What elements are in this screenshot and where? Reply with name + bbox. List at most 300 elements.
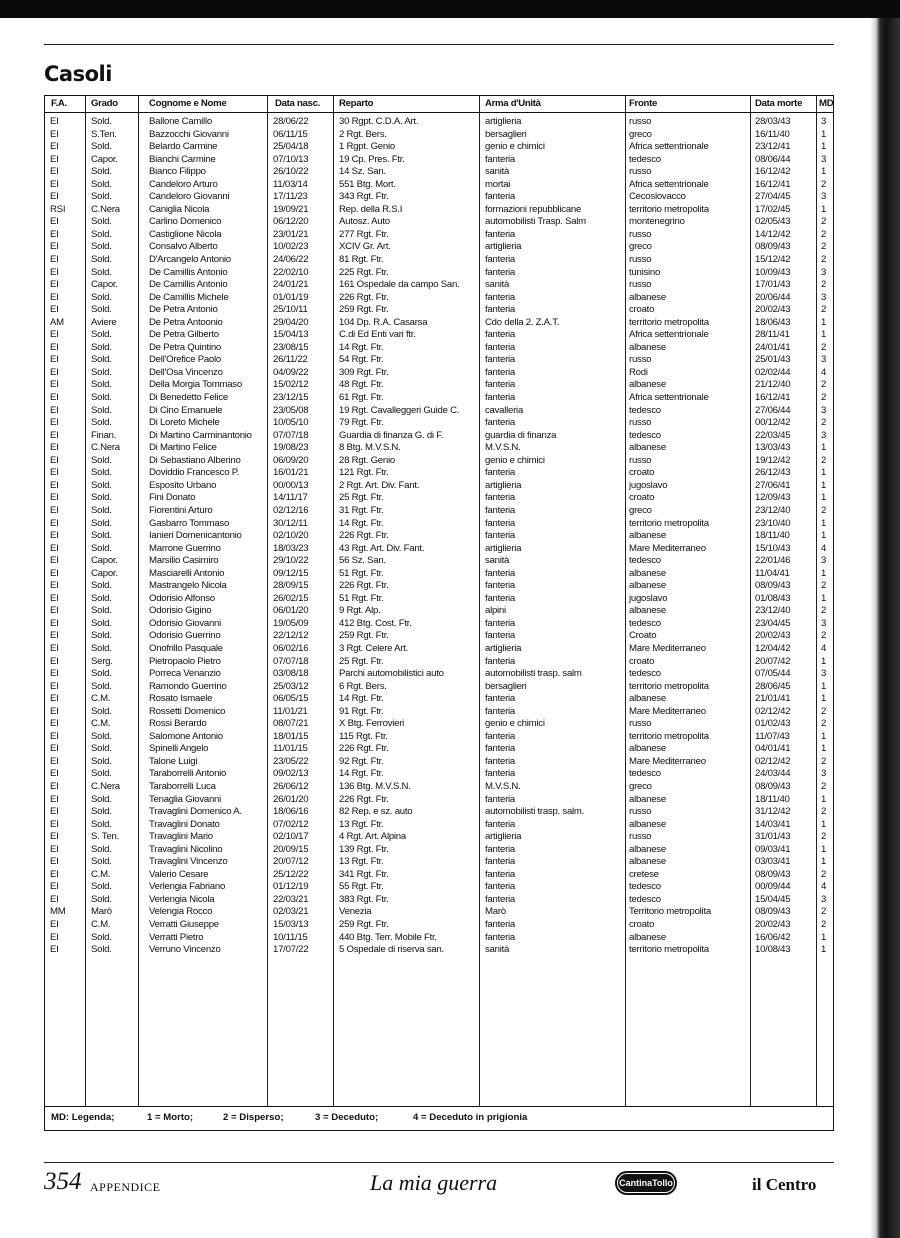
cell-grado: Sold. [91, 793, 112, 805]
cell-reparto: 226 Rgt. Ftr. [339, 291, 389, 303]
cell-arma: fanteria [485, 228, 515, 240]
cell-fa: EI [50, 442, 59, 454]
cell-nome: Caniglia Nicola [149, 203, 210, 215]
cell-grado: C.M. [91, 868, 111, 880]
cell-md: 2 [821, 454, 827, 466]
cell-fronte: greco [629, 128, 652, 140]
cell-data-nascita: 07/07/18 [273, 655, 309, 667]
cell-nome: Consalvo Alberto [149, 241, 218, 253]
cell-fa: EI [50, 793, 59, 805]
header-reparto: Reparto [339, 98, 374, 109]
table-row [45, 881, 833, 894]
table-row [45, 518, 833, 531]
cell-fronte: jugoslavo [629, 479, 668, 491]
cell-data-nascita: 00/00/13 [273, 479, 309, 491]
table-row [45, 656, 833, 669]
cell-data-morte: 28/06/45 [755, 680, 791, 692]
cell-grado: Sold. [91, 467, 112, 479]
cell-nome: Rossetti Domenico [149, 705, 226, 717]
table-row [45, 530, 833, 543]
cell-fa: EI [50, 931, 59, 943]
cell-data-nascita: 06/11/15 [273, 128, 308, 140]
table-row [45, 405, 833, 418]
cell-fa: EI [50, 755, 59, 767]
cell-nome: Porreca Venanzio [149, 668, 221, 680]
cell-data-nascita: 15/04/13 [273, 329, 309, 341]
cell-arma: fanteria [485, 504, 515, 516]
cell-reparto: 55 Rgt. Ftr. [339, 881, 384, 893]
top-rule [44, 44, 834, 45]
cell-md: 3 [821, 404, 827, 416]
cell-md: 2 [821, 504, 827, 516]
cell-grado: Sold. [91, 617, 112, 629]
table-row [45, 216, 833, 229]
cell-arma: fanteria [485, 153, 515, 165]
cell-data-nascita: 28/09/15 [273, 580, 309, 592]
cell-fronte: russo [629, 831, 652, 843]
cell-data-nascita: 04/09/22 [273, 366, 309, 378]
table-row [45, 919, 833, 932]
cell-data-morte: 21/01/41 [755, 693, 791, 705]
cell-data-morte: 17/01/43 [755, 279, 791, 291]
cell-fa: EI [50, 178, 59, 190]
cell-fa: EI [50, 291, 59, 303]
cell-arma: fanteria [485, 793, 515, 805]
table-row [45, 279, 833, 292]
cell-data-morte: 15/12/42 [755, 254, 791, 266]
cell-fa: EI [50, 429, 59, 441]
cell-grado: Aviere [91, 316, 117, 328]
cell-arma: genio e chimici [485, 718, 545, 730]
cell-md: 1 [821, 592, 827, 604]
cell-grado: Sold. [91, 191, 112, 203]
cell-nome: Di Martino Carminantonio [149, 429, 252, 441]
cell-data-morte: 09/03/41 [755, 843, 791, 855]
cell-reparto: 440 Btg. Terr. Mobile Ftr. [339, 931, 437, 943]
cell-nome: Tenaglia Giovanni [149, 793, 222, 805]
cell-grado: C.Nera [91, 442, 120, 454]
cell-grado: Sold. [91, 931, 112, 943]
table-row [45, 241, 833, 254]
cell-data-morte: 27/04/45 [755, 191, 791, 203]
cell-data-morte: 02/12/42 [755, 755, 791, 767]
cell-reparto: 412 Btg. Cost. Ftr. [339, 617, 412, 629]
cell-fa: EI [50, 467, 59, 479]
cell-data-nascita: 23/08/15 [273, 341, 309, 353]
cell-data-nascita: 19/09/21 [273, 203, 309, 215]
table-row [45, 204, 833, 217]
cell-fa: EI [50, 818, 59, 830]
cell-nome: Della Morgia Tommaso [149, 379, 242, 391]
cell-data-morte: 16/12/42 [755, 166, 791, 178]
cell-reparto: 30 Rgpt. C.D.A. Art. [339, 116, 419, 127]
cell-grado: C.Nera [91, 780, 120, 792]
cell-data-morte: 14/12/42 [755, 228, 791, 240]
cell-fronte: greco [629, 780, 652, 792]
cell-reparto: 14 Rgt. Ftr. [339, 517, 384, 529]
cell-md: 3 [821, 617, 827, 629]
cell-grado: Capor. [91, 555, 118, 567]
cell-fronte: russo [629, 166, 652, 178]
table-row [45, 179, 833, 192]
cell-reparto: 8 Btg. M.V.S.N. [339, 442, 401, 454]
section-label: APPENDICE [90, 1180, 161, 1194]
cell-data-nascita: 07/02/12 [273, 818, 309, 830]
cell-fronte: Africa settentrionale [629, 141, 709, 153]
cell-nome: Travaglini Donato [149, 818, 220, 830]
cell-nome: D'Arcangelo Antonio [149, 254, 231, 266]
cell-data-nascita: 02/03/21 [273, 906, 309, 918]
cell-nome: De Petra Gilberto [149, 329, 219, 341]
cell-fronte: territorio metropolita [629, 517, 709, 529]
cell-grado: Sold. [91, 856, 112, 868]
table-row [45, 693, 833, 706]
cell-data-nascita: 19/05/09 [273, 617, 309, 629]
table-row [45, 430, 833, 443]
cell-fa: EI [50, 241, 59, 253]
cell-fronte: russo [629, 806, 652, 818]
cell-nome: De Camillis Michele [149, 291, 229, 303]
cell-data-nascita: 10/02/23 [273, 241, 309, 253]
casualty-table [44, 95, 834, 1107]
cell-nome: Taraborrelli Antonio [149, 768, 227, 780]
cell-arma: fanteria [485, 517, 515, 529]
cell-nome: De Petra Antonio [149, 304, 218, 316]
cell-arma: fanteria [485, 366, 515, 378]
cell-arma: fanteria [485, 467, 515, 479]
cell-data-morte: 20/02/43 [755, 304, 791, 316]
cell-grado: Sold. [91, 843, 112, 855]
cell-data-morte: 02/12/42 [755, 705, 791, 717]
header-nome: Cognome e Nome [149, 98, 227, 109]
cell-md: 1 [821, 166, 827, 178]
cell-fronte: tedesco [629, 893, 661, 905]
cell-fa: EI [50, 881, 59, 893]
cell-data-nascita: 18/03/23 [273, 542, 309, 554]
table-row [45, 492, 833, 505]
cell-fa: EI [50, 517, 59, 529]
table-row [45, 455, 833, 468]
cell-data-nascita: 06/09/20 [273, 454, 309, 466]
cell-fa: EI [50, 191, 59, 203]
cell-arma: sanità [485, 279, 510, 291]
cell-fa: EI [50, 856, 59, 868]
cell-nome: Verruno Vincenzo [149, 944, 221, 956]
publisher-name: il Centro [752, 1175, 817, 1194]
cell-grado: S. Ten. [91, 831, 119, 843]
cell-grado: Capor. [91, 153, 118, 165]
header-nasc: Data nasc. [275, 98, 320, 109]
cell-arma: formazioni repubblicane [485, 203, 582, 215]
table-row [45, 869, 833, 882]
cell-arma: fanteria [485, 919, 515, 930]
cell-grado: Sold. [91, 492, 112, 504]
cell-fronte: russo [629, 279, 652, 291]
cell-reparto: 28 Rgt. Genio [339, 454, 395, 466]
cell-fa: EI [50, 919, 59, 930]
cell-nome: Dell'Orefice Paolo [149, 354, 221, 366]
cell-data-morte: 20/02/43 [755, 919, 791, 930]
cell-md: 2 [821, 241, 827, 253]
cell-fronte: albanese [629, 580, 666, 592]
table-row [45, 681, 833, 694]
cell-nome: Di Benedetto Felice [149, 392, 228, 404]
legend-item: 1 = Morto; [147, 1112, 194, 1123]
cell-md: 3 [821, 429, 827, 441]
cell-reparto: 1 Rgpt. Genio [339, 141, 395, 153]
cell-nome: Bazzocchi Giovanni [149, 128, 229, 140]
cell-fa: EI [50, 567, 59, 579]
cell-data-nascita: 23/12/15 [273, 392, 309, 404]
cell-fa: EI [50, 580, 59, 592]
cell-arma: fanteria [485, 881, 515, 893]
cell-data-morte: 10/08/43 [755, 944, 791, 956]
table-row [45, 781, 833, 794]
cell-data-morte: 00/09/44 [755, 881, 791, 893]
cell-grado: Sold. [91, 743, 112, 755]
cell-md: 2 [821, 379, 827, 391]
cell-reparto: 25 Rgt. Ftr. [339, 655, 384, 667]
cell-arma: fanteria [485, 392, 515, 404]
cell-nome: Odorisio Guerrino [149, 630, 221, 642]
cell-nome: Velengia Rocco [149, 906, 213, 918]
cell-fronte: croato [629, 492, 655, 504]
table-row [45, 593, 833, 606]
cell-nome: Rosato Ismaele [149, 693, 213, 705]
table-row [45, 505, 833, 518]
cell-data-nascita: 22/02/10 [273, 266, 309, 278]
cell-reparto: 31 Rgt. Ftr. [339, 504, 384, 516]
cell-data-morte: 22/03/45 [755, 429, 791, 441]
cell-data-nascita: 17/11/23 [273, 191, 308, 203]
cell-data-morte: 23/12/40 [755, 605, 791, 617]
cell-data-morte: 24/03/44 [755, 768, 791, 780]
cell-nome: Valerio Cesare [149, 868, 209, 880]
cell-fa: EI [50, 504, 59, 516]
cell-fronte: territorio metropolita [629, 316, 709, 328]
cell-reparto: 259 Rgt. Ftr. [339, 304, 389, 316]
cell-reparto: 48 Rgt. Ftr. [339, 379, 384, 391]
cell-data-morte: 23/10/40 [755, 517, 791, 529]
table-row [45, 166, 833, 179]
cell-md: 1 [821, 944, 827, 956]
cell-fronte: tedesco [629, 881, 661, 893]
cell-grado: Sold. [91, 291, 112, 303]
cell-data-morte: 08/09/43 [755, 868, 791, 880]
cell-fronte: tedesco [629, 153, 661, 165]
cell-nome: Di Loreto Michele [149, 417, 220, 429]
cell-arma: artiglieria [485, 831, 522, 843]
cell-fa: EI [50, 266, 59, 278]
cell-arma: fanteria [485, 931, 515, 943]
cell-fa: EI [50, 605, 59, 617]
cell-data-morte: 22/01/46 [755, 555, 791, 567]
table-row [45, 768, 833, 781]
cell-reparto: 13 Rgt. Ftr. [339, 856, 384, 868]
cell-nome: Taraborrelli Luca [149, 780, 216, 792]
table-row [45, 618, 833, 631]
cell-reparto: 43 Rgt. Art. Div. Fant. [339, 542, 425, 554]
cell-grado: Sold. [91, 254, 112, 266]
cell-data-nascita: 18/01/15 [273, 730, 309, 742]
cell-nome: Verlengia Fabriano [149, 881, 226, 893]
cell-grado: Marò [91, 906, 112, 918]
cell-data-nascita: 06/05/15 [273, 693, 309, 705]
table-row [45, 831, 833, 844]
cell-md: 1 [821, 329, 827, 341]
cell-grado: Finan. [91, 429, 117, 441]
cell-reparto: X Btg. Ferrovieri [339, 718, 405, 730]
cell-reparto: 226 Rgt. Ftr. [339, 743, 389, 755]
table-row [45, 894, 833, 907]
cell-reparto: 82 Rep. e sz. auto [339, 806, 413, 818]
cell-data-morte: 15/04/45 [755, 893, 791, 905]
cell-md: 4 [821, 881, 827, 893]
cell-reparto: 104 Dp. R.A. Casarsa [339, 316, 428, 328]
cell-md: 2 [821, 279, 827, 291]
cell-fronte: tedesco [629, 429, 661, 441]
cell-data-nascita: 24/06/22 [273, 254, 309, 266]
cell-fronte: croato [629, 304, 655, 316]
cell-fronte: croato [629, 655, 655, 667]
cell-arma: fanteria [485, 291, 515, 303]
cell-fronte: albanese [629, 693, 666, 705]
cell-nome: Gasbarro Tommaso [149, 517, 230, 529]
cell-fronte: russo [629, 228, 652, 240]
cell-md: 1 [821, 655, 827, 667]
cell-arma: fanteria [485, 743, 515, 755]
cell-fa: EI [50, 542, 59, 554]
cell-arma: fanteria [485, 868, 515, 880]
cell-nome: Esposito Urbano [149, 479, 217, 491]
cell-md: 2 [821, 919, 827, 930]
cell-reparto: 19 Rgt. Cavalleggeri Guide C. [339, 404, 460, 416]
cell-fronte: albanese [629, 931, 666, 943]
cell-reparto: 92 Rgt. Ftr. [339, 755, 384, 767]
cell-data-morte: 08/09/43 [755, 241, 791, 253]
table-row [45, 630, 833, 643]
cell-fronte: russo [629, 718, 652, 730]
table-row [45, 392, 833, 405]
cell-md: 2 [821, 755, 827, 767]
cell-nome: Candeloro Arturo [149, 178, 218, 190]
cell-data-nascita: 23/05/08 [273, 404, 309, 416]
cell-arma: fanteria [485, 254, 515, 266]
cell-md: 1 [821, 567, 827, 579]
table-row [45, 317, 833, 330]
cell-nome: Odorisio Gigino [149, 605, 212, 617]
cell-md: 1 [821, 316, 827, 328]
cell-fa: EI [50, 743, 59, 755]
cell-md: 2 [821, 392, 827, 404]
cell-data-nascita: 29/10/22 [273, 555, 309, 567]
cell-fa: AM [50, 316, 64, 328]
cell-reparto: 259 Rgt. Ftr. [339, 919, 389, 930]
table-row [45, 329, 833, 342]
cell-data-morte: 12/09/43 [755, 492, 791, 504]
cell-reparto: 226 Rgt. Ftr. [339, 580, 389, 592]
cell-data-nascita: 01/01/19 [273, 291, 309, 303]
cell-md: 2 [821, 705, 827, 717]
cell-data-morte: 08/09/43 [755, 906, 791, 918]
table-row [45, 906, 833, 919]
cell-nome: Marrone Guerrino [149, 542, 221, 554]
cell-md: 3 [821, 668, 827, 680]
cell-data-nascita: 22/03/21 [273, 893, 309, 905]
cell-md: 2 [821, 254, 827, 266]
cell-fronte: albanese [629, 793, 666, 805]
cell-nome: Di Sebastiano Alberino [149, 454, 241, 466]
cell-data-morte: 12/04/42 [755, 642, 791, 654]
cell-nome: Odorisio Alfonso [149, 592, 215, 604]
cell-fronte: territorio metropolita [629, 730, 709, 742]
cell-data-nascita: 25/10/11 [273, 304, 308, 316]
cell-fa: EI [50, 655, 59, 667]
cell-fa: EI [50, 630, 59, 642]
cell-nome: Travaglini Mario [149, 831, 213, 843]
cell-fa: EI [50, 366, 59, 378]
cell-grado: Sold. [91, 755, 112, 767]
cell-nome: Odorisio Giovanni [149, 617, 222, 629]
cell-grado: Sold. [91, 668, 112, 680]
cell-grado: Sold. [91, 366, 112, 378]
cell-grado: Sold. [91, 517, 112, 529]
cell-grado: Sold. [91, 680, 112, 692]
scan-right-edge [870, 18, 900, 1238]
cell-data-morte: 27/06/41 [755, 479, 791, 491]
cell-reparto: 3 Rgt. Celere Art. [339, 642, 409, 654]
cell-fronte: tedesco [629, 404, 661, 416]
cell-data-nascita: 07/10/13 [273, 153, 309, 165]
cell-arma: fanteria [485, 341, 515, 353]
cell-nome: Salomone Antonio [149, 730, 223, 742]
cell-grado: Sold. [91, 354, 112, 366]
cell-grado: C.M. [91, 718, 111, 730]
cell-md: 2 [821, 906, 827, 918]
cell-grado: Sold. [91, 266, 112, 278]
cell-fronte: albanese [629, 818, 666, 830]
cell-fa: EI [50, 718, 59, 730]
cell-grado: Sold. [91, 944, 112, 956]
cell-md: 2 [821, 178, 827, 190]
cell-data-morte: 10/09/43 [755, 266, 791, 278]
cell-fa: EI [50, 354, 59, 366]
cell-fronte: greco [629, 241, 652, 253]
cell-data-nascita: 08/07/21 [273, 718, 309, 730]
cell-md: 1 [821, 793, 827, 805]
cell-data-morte: 25/01/43 [755, 354, 791, 366]
cell-fa: EI [50, 228, 59, 240]
table-row [45, 116, 833, 129]
cell-grado: Sold. [91, 392, 112, 404]
cell-reparto: 25 Rgt. Ftr. [339, 492, 384, 504]
cell-fa: EI [50, 642, 59, 654]
legend-item: 4 = Deceduto in prigionia [413, 1112, 528, 1123]
cell-reparto: 56 Sz. San. [339, 555, 386, 567]
table-row [45, 267, 833, 280]
cell-fa: EI [50, 141, 59, 153]
cell-md: 2 [821, 630, 827, 642]
cell-grado: Sold. [91, 530, 112, 542]
cell-reparto: 51 Rgt. Ftr. [339, 567, 384, 579]
cell-md: 1 [821, 693, 827, 705]
cell-data-nascita: 06/12/20 [273, 216, 309, 228]
cell-fronte: croato [629, 467, 655, 479]
table-row [45, 379, 833, 392]
cell-data-morte: 01/02/43 [755, 718, 791, 730]
publication-title: La mia guerra [370, 1170, 498, 1195]
cell-arma: genio e chimici [485, 141, 545, 153]
